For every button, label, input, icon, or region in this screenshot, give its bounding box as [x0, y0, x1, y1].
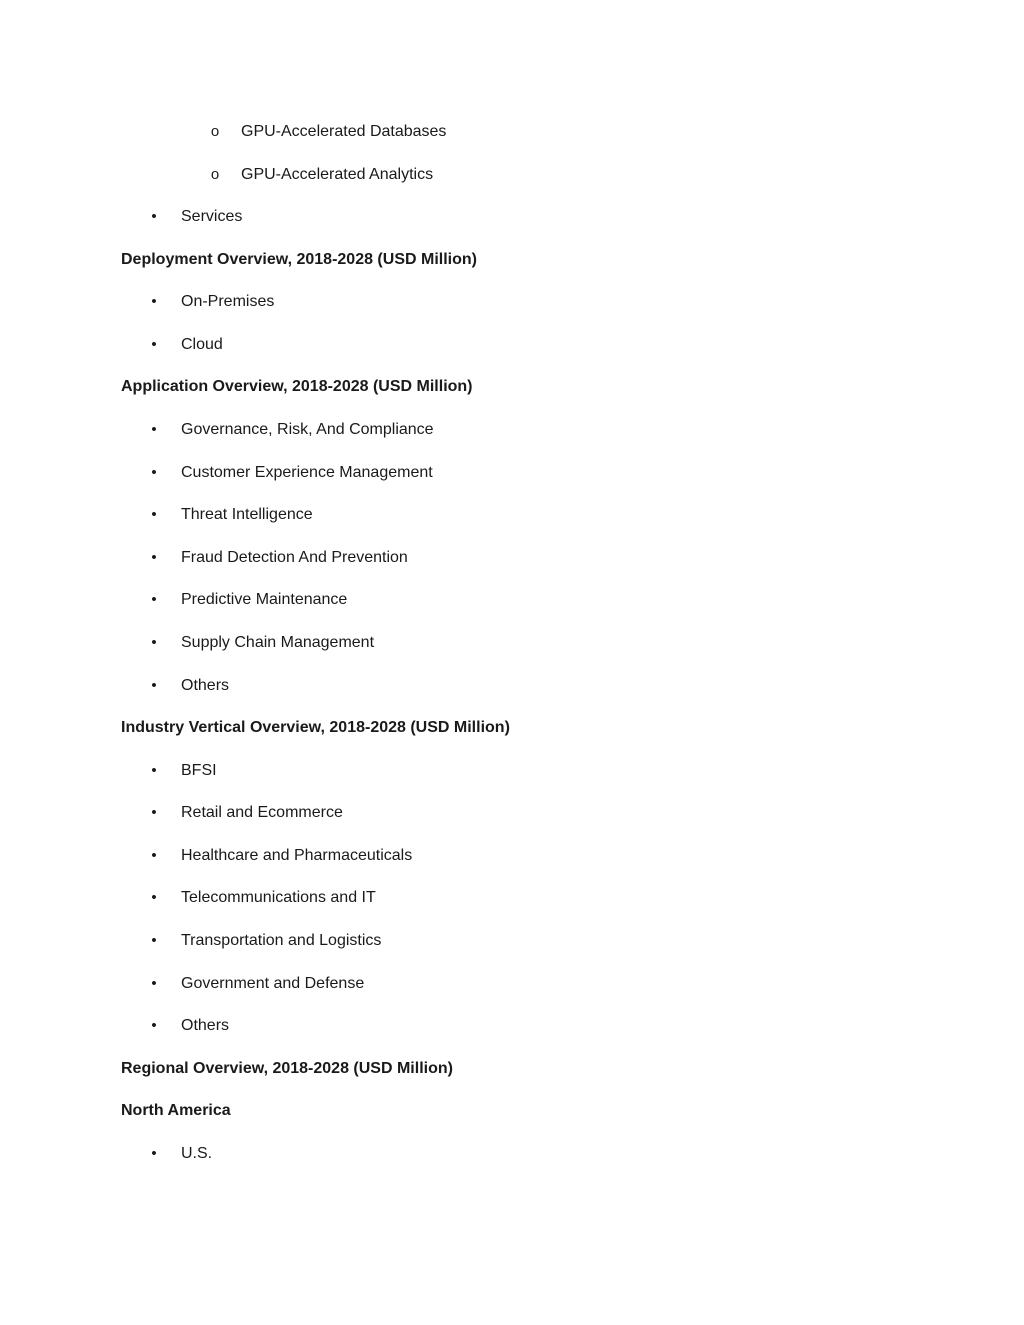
list-item-text: Predictive Maintenance — [181, 591, 348, 608]
list-marker: • — [151, 506, 157, 523]
list-marker: • — [151, 336, 157, 353]
list-item-text: Government and Defense — [181, 975, 365, 992]
list-marker: • — [151, 975, 157, 992]
list-item-text: Cloud — [181, 336, 223, 353]
list-marker: • — [151, 762, 157, 779]
list-marker: • — [151, 634, 157, 651]
list-item-text: Supply Chain Management — [181, 634, 375, 651]
list-item-text: Others — [181, 677, 230, 694]
list-marker: • — [151, 932, 157, 949]
list-item-text: Threat Intelligence — [181, 506, 313, 523]
list-marker: • — [151, 293, 157, 310]
list-marker: o — [210, 166, 220, 183]
list-item-text: Transportation and Logistics — [181, 932, 382, 949]
list-item-text: Telecommunications and IT — [181, 889, 376, 906]
list-item-text: Services — [181, 208, 243, 225]
list-marker: • — [151, 549, 157, 566]
list-item-text: GPU-Accelerated Analytics — [241, 166, 434, 183]
section-heading-regional: Regional Overview, 2018-2028 (USD Million) — [121, 1060, 453, 1077]
list-marker: • — [151, 208, 157, 225]
list-marker: • — [151, 1145, 157, 1162]
list-item-text: Healthcare and Pharmaceuticals — [181, 847, 413, 864]
list-marker: • — [151, 464, 157, 481]
list-item-text: Others — [181, 1017, 230, 1034]
section-heading-industry-vertical: Industry Vertical Overview, 2018-2028 (USD Million) — [121, 719, 510, 736]
list-item-text: On-Premises — [181, 293, 275, 310]
list-marker: • — [151, 421, 157, 438]
section-heading-deployment: Deployment Overview, 2018-2028 (USD Million) — [121, 251, 477, 268]
list-marker: • — [151, 1017, 157, 1034]
list-item-text: Fraud Detection And Prevention — [181, 549, 408, 566]
section-heading-application: Application Overview, 2018-2028 (USD Million) — [121, 378, 473, 395]
list-item-text: U.S. — [181, 1145, 213, 1162]
list-marker: • — [151, 889, 157, 906]
list-marker: o — [210, 123, 220, 140]
subheading-north-america: North America — [121, 1102, 231, 1119]
list-item-text: BFSI — [181, 762, 217, 779]
list-item-text: GPU-Accelerated Databases — [241, 123, 447, 140]
list-item-text: Retail and Ecommerce — [181, 804, 343, 821]
list-item-text: Governance, Risk, And Compliance — [181, 421, 434, 438]
list-marker: • — [151, 804, 157, 821]
list-marker: • — [151, 847, 157, 864]
list-marker: • — [151, 591, 157, 608]
list-marker: • — [151, 677, 157, 694]
list-item-text: Customer Experience Management — [181, 464, 433, 481]
